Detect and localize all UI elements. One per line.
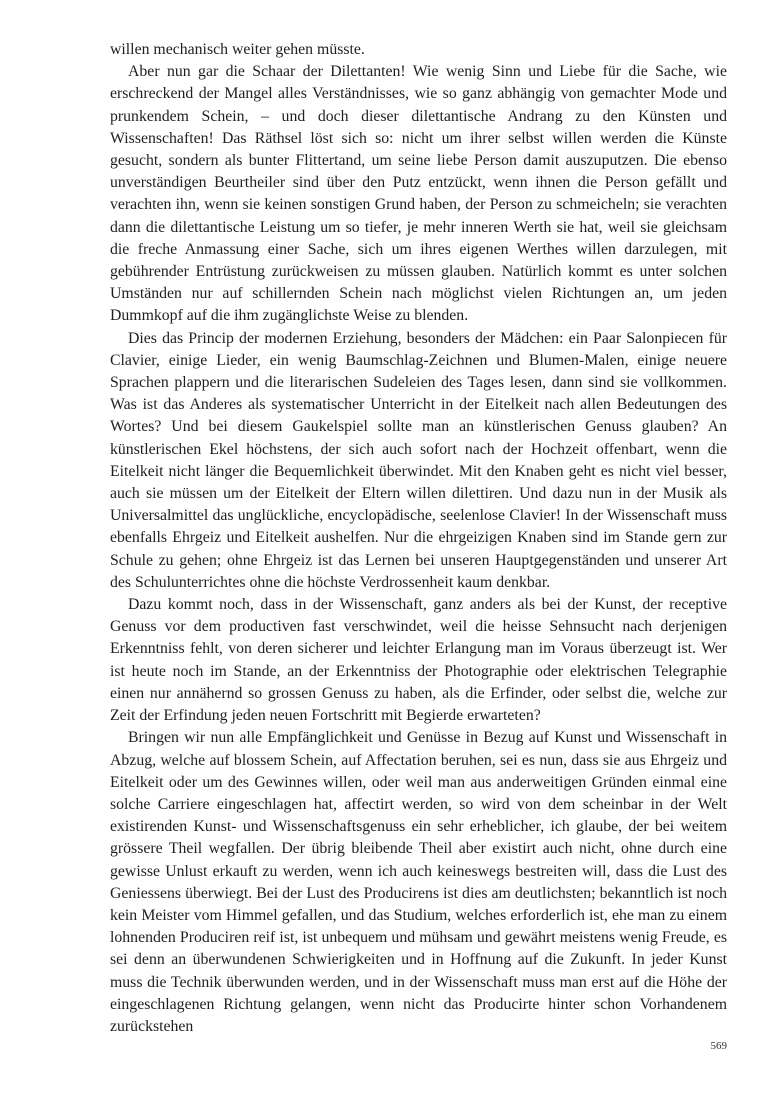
paragraph-erziehung: Dies das Princip der modernen Erziehung, besonders der Mädchen: ein Paar Salonpiecen für Clavier, einige Lieder, ein wenig Baumschlag-Zeichnen und Blumen-Malen, einige neuere Sprachen plappern und die literarischen Sudeleien des Tages lesen, dann sind sie vollkommen. Was ist das Anderes als systematischer Unterricht in der Eitelkeit nach allen Bedeutungen des Wortes? Und bei diesem Gaukelspiel sollte man an künstlerischen Genuss glauben? An künstlerischen Ekel höchstens, der sich auch sofort nach der Hochzeit offenbart, wenn die Eitelkeit nicht länger die Bequemlichkeit überwindet. Mit den Knaben geht es nicht viel besser, auch sie müssen um der Eitelkeit der Eltern willen dilettiren. Und dazu nun in der Musik als Universalmittel das unglückliche, encyclopädische, seelenlose Clavier! In der Wissenschaft muss ebenfalls Ehrgeiz und Eitelkeit aushelfen. Nur die ehrgeizigen Knaben sind im Stande gern zur Schule zu gehen; ohne Ehrgeiz ist das Lernen bei unseren Hauptgegenständen und unserer Art des Schulunterrichtes ohne die höchste Verdrossenheit kaum denkbar. bbox=[110, 329, 727, 591]
paragraph-genuss: Bringen wir nun alle Empfänglichkeit und Genüsse in Bezug auf Kunst und Wissenschaft in Abzug, welche auf blossem Schein, auf Affectation beruhen, sei es nun, dass sie aus Ehrgeiz und Eitelkeit oder um des Gewinnes willen, oder weil man aus anderweitigen Gründen einmal eine solche Carriere eingeschlagen hat, affectirt werden, so wird von dem scheinbar in der Welt existirenden Kunst- und Wissenschaftsgenuss ein sehr erheblicher, ich glaube, der bei weitem grössere Theil wegfallen. Der übrig bleibende Theil aber existirt auch nicht, ohne durch eine gewisse Unlust erkauft zu werden, wenn ich auch keineswegs bestreiten will, dass die Lust des Geniessens überwiegt. Bei der Lust des Producirens ist dies am deutlichsten; bekanntlich ist noch kein Meister vom Himmel gefallen, und das Studium, welches erforderlich ist, ehe man zu einem lohnenden Produciren reif ist, ist unbequem und mühsam und gewährt meistens wenig Freude, es sei denn an überwundenen Schwierigkeiten und in Hoffnung auf die Zukunft. In jeder Kunst muss die Technik überwunden werden, und in der Wissenschaft muss man erst auf die Höhe der eingeschlagenen Richtung gelangen, wenn nicht das Producirte hinter schon Vorhandenem zurückstehen bbox=[110, 729, 727, 1035]
paragraph-continuation: willen mechanisch weiter gehen müsste. bbox=[110, 41, 365, 58]
body-text bbox=[110, 39, 727, 1038]
paragraph-dilettanten: Aber nun gar die Schaar der Dilettanten! Wie wenig Sinn und Liebe für die Sache, wie erschreckend der Mangel alles Verständnisses, wie so ganz abhängig von gemachter Mode und prunkendem Schein, – und doch dieser dilettantische Andrang zu den Künsten und Wissenschaften! Das Räthsel löst sich so: nicht um ihrer selbst willen werden die Künste gesucht, sondern als bunter Flittertand, um seine liebe Person damit auszuputzen. Die ebenso unverständigen Beurtheiler sind über den Putz entzückt, wenn ihnen die Person gefällt und verachten ihn, wenn sie keinen sonstigen Grund haben, der Person zu schmeicheln; sie verachten dann die dilettantische Leistung um so tiefer, je mehr inneren Werth sie hat, weil sie gleichsam die freche Anmassung einer Sache, sich um ihres eigenen Werthes willen darzulegen, mit gebührender Entrüstung zurückweisen zu müssen glauben. Natürlich kommt es unter solchen Umständen nur auf schillernden Schein nach möglichst vielen Richtungen an, um jeden Dummkopf auf die ihm zugänglichste Weise zu blenden. bbox=[110, 63, 727, 325]
paragraph-wissenschaft: Dazu kommt noch, dass in der Wissenschaft, ganz anders als bei der Kunst, der receptive Genuss vor dem productiven fast verschwindet, weil die heisse Sehnsucht nach derjenigen Erkenntniss fehlt, von deren sicherer und leichter Erlangung man im Voraus überzeugt ist. Wer ist heute noch im Stande, an der Erkenntniss der Photographie oder elektrischen Telegraphie einen nur annähernd so grossen Genuss zu haben, als die Erfinder, oder selbst die, welche zur Zeit der Erfindung jeden neuen Fortschritt mit Begierde erwarteten? bbox=[110, 596, 727, 725]
page-number: 569 bbox=[710, 1040, 727, 1052]
